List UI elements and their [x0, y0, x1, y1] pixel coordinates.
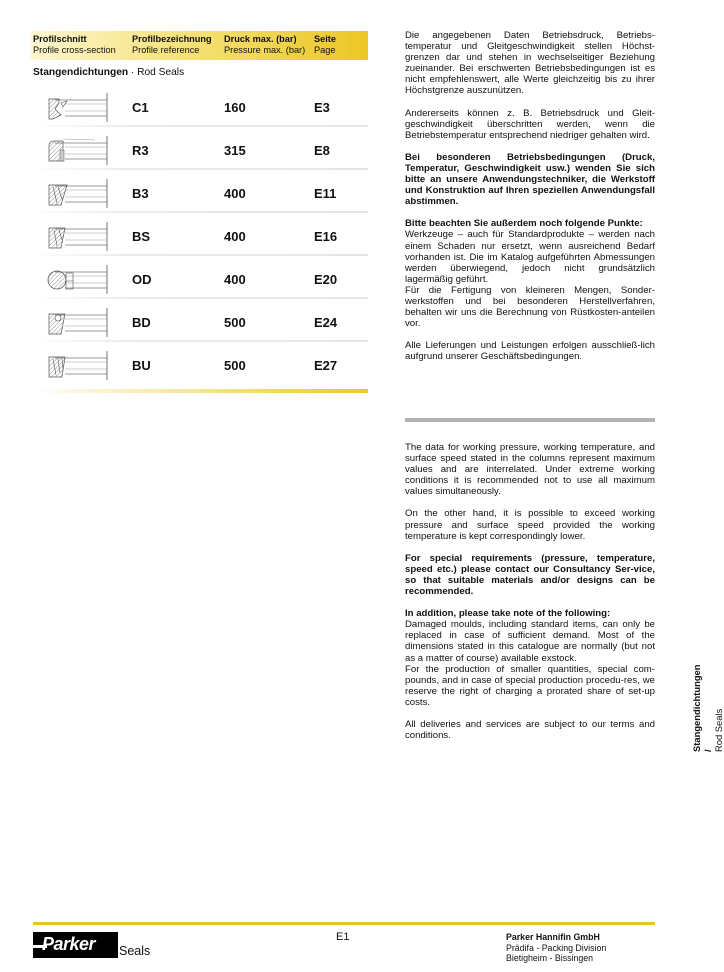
page-number: E1 — [336, 931, 350, 943]
header-en: Profile reference — [132, 45, 200, 55]
english-paragraph-bold: For special requirements (pressure, temperature, speed etc.) please contact our Consultancy Ser-vice, so that suitable materials and/or designs can be recommended. — [405, 552, 655, 598]
gray-divider — [405, 418, 655, 422]
pressure-max: 160 — [224, 100, 246, 115]
parker-logo — [33, 932, 118, 958]
page-ref: E11 — [314, 186, 337, 201]
german-paragraph: Die angegebenen Daten Betriebsdruck, Betriebs-temperatur und Gleitgeschwindigkeit stellen Höchst-grenzen dar und stehen in wechselseitiger Beziehung zueinander. Bei erschwerten Betriebsbedingungen ist es nicht empfehlenswert, alle Werte gleichzeitig bis zu ihrer Höchstgrenze auszunützen. — [405, 30, 655, 97]
table-header — [31, 31, 368, 60]
bu-profile-icon — [45, 349, 111, 382]
german-text — [405, 30, 655, 373]
page-ref: E20 — [314, 272, 338, 287]
german-paragraph: Werkzeuge – auch für Standardprodukte – werden nach einem Schaden nur ersetzt, wenn ausreichend Bedarf vorhanden ist. Die im Katalog aufgeführten Abmessungen werden überwiegend, jedoch nicht grundsätzlich lagermäßig geführt. — [405, 229, 655, 285]
profile-reference: B3 — [132, 186, 149, 201]
header-col-profile-section — [33, 34, 116, 56]
bs-profile-icon — [45, 220, 111, 253]
gold-divider — [31, 389, 368, 393]
profile-reference: BD — [132, 315, 151, 330]
german-paragraph: Für die Fertigung von kleineren Mengen, Sonder-werkstoffen und bei besonderen Herstellverfahren, behalten wir uns die Berechnung von Rüstkosten-anteilen vor. — [405, 284, 655, 330]
german-notes-heading: Bitte beachten Sie außerdem noch folgende Punkte: — [405, 218, 643, 230]
german-paragraph: Andererseits können z. B. Betriebsdruck und Gleit-geschwindigkeit überschritten werden, wenn die Betriebstemperatur entsprechend niedriger gehalten wird. — [405, 107, 655, 141]
english-notes-heading: In addition, please take note of the following: — [405, 608, 611, 620]
table-row — [31, 302, 368, 342]
row-separator — [31, 297, 368, 299]
bd-profile-icon — [45, 306, 111, 339]
header-col-profile-reference — [132, 34, 212, 56]
footer-rule — [33, 922, 655, 925]
english-paragraph: For the production of smaller quantities, special com-pounds, and in case of special production procedu-res, we reserve the right of charging a prorated share of set-up costs. — [405, 663, 655, 708]
row-separator — [31, 340, 368, 342]
english-paragraph: Damaged moulds, including standard items, can only be replaced in case of sufficient demand. Most of the dimensions stated in this catalogue are normally (but not as a matter of course) available exstock. — [405, 619, 655, 664]
pressure-max: 400 — [224, 272, 246, 287]
company-location: Bietigheim - Bissingen — [506, 953, 594, 963]
section-separator: · — [128, 67, 138, 78]
table-row — [31, 345, 368, 385]
page-ref: E16 — [314, 229, 338, 244]
company-info — [506, 932, 606, 964]
logo-suffix: Seals — [119, 944, 151, 958]
section-title-de: Stangendichtungen — [33, 67, 129, 78]
profile-reference: C1 — [132, 100, 149, 115]
english-paragraph: All deliveries and services are subject to our terms and conditions. — [405, 718, 655, 742]
table-row — [31, 173, 368, 213]
header-de: Seite — [314, 34, 336, 44]
section-title-en: Rod Seals — [137, 67, 185, 78]
section-title — [33, 67, 184, 78]
header-de: Profilbezeichnung — [132, 34, 212, 44]
side-tab — [691, 662, 724, 752]
profile-reference: OD — [132, 272, 152, 287]
header-de: Druck max. (bar) — [224, 34, 297, 44]
english-paragraph: The data for working pressure, working temperature, and surface speed stated in the columns represent maximum values and are interrelated. Under extreme working conditions it is recommended not to use all maximum values simultaneously. — [405, 442, 655, 498]
side-tab-de: Stangendichtungen / — [691, 664, 713, 752]
page-ref: E27 — [314, 358, 338, 373]
c1-profile-icon — [45, 91, 111, 124]
header-en: Pressure max. (bar) — [224, 45, 306, 55]
b3-profile-icon — [45, 177, 111, 210]
table-row — [31, 130, 368, 170]
pressure-max: 400 — [224, 229, 246, 244]
table-row — [31, 87, 368, 127]
pressure-max: 500 — [224, 315, 246, 330]
header-de: Profilschnitt — [33, 34, 87, 44]
header-en: Page — [314, 45, 336, 55]
od-profile-icon — [45, 263, 111, 296]
row-separator — [31, 254, 368, 256]
german-paragraph: Alle Lieferungen und Leistungen erfolgen ausschließ-lich aufgrund unserer Geschäftsbedingungen. — [405, 340, 655, 363]
pressure-max: 500 — [224, 358, 246, 373]
english-paragraph: On the other hand, it is possible to exceed working pressure and surface speed provided the working temperature is kept correspondingly lower. — [405, 508, 655, 542]
profile-reference: R3 — [132, 143, 149, 158]
page-ref: E8 — [314, 143, 330, 158]
row-separator — [31, 211, 368, 213]
table-row — [31, 259, 368, 299]
profile-reference: BU — [132, 358, 151, 373]
logo-text: Parker — [42, 934, 96, 954]
pressure-max: 400 — [224, 186, 246, 201]
page-ref: E24 — [314, 315, 338, 330]
row-separator — [31, 125, 368, 127]
pressure-max: 315 — [224, 143, 246, 158]
table-row — [31, 216, 368, 256]
german-paragraph-bold: Bei besonderen Betriebsbedingungen (Druck, Temperatur, Geschwindigkeit usw.) wenden Sie sich bitte an unsere Anwendungstechniker, die Werkstoff und Konstruktion auf Ihren speziellen Anwendungsfall abstimmen. — [405, 151, 655, 208]
r3-profile-icon — [45, 134, 111, 167]
company-division: Prädifa - Packing Division — [506, 942, 607, 953]
header-en: Profile cross-section — [33, 45, 116, 55]
company-name: Parker Hannifin GmbH — [506, 932, 600, 942]
english-text — [405, 442, 655, 752]
page-ref: E3 — [314, 100, 330, 115]
side-tab-en: Rod Seals — [713, 708, 724, 752]
header-col-page — [314, 34, 336, 56]
row-separator — [31, 168, 368, 170]
header-col-pressure — [224, 34, 305, 56]
profile-reference: BS — [132, 229, 151, 244]
